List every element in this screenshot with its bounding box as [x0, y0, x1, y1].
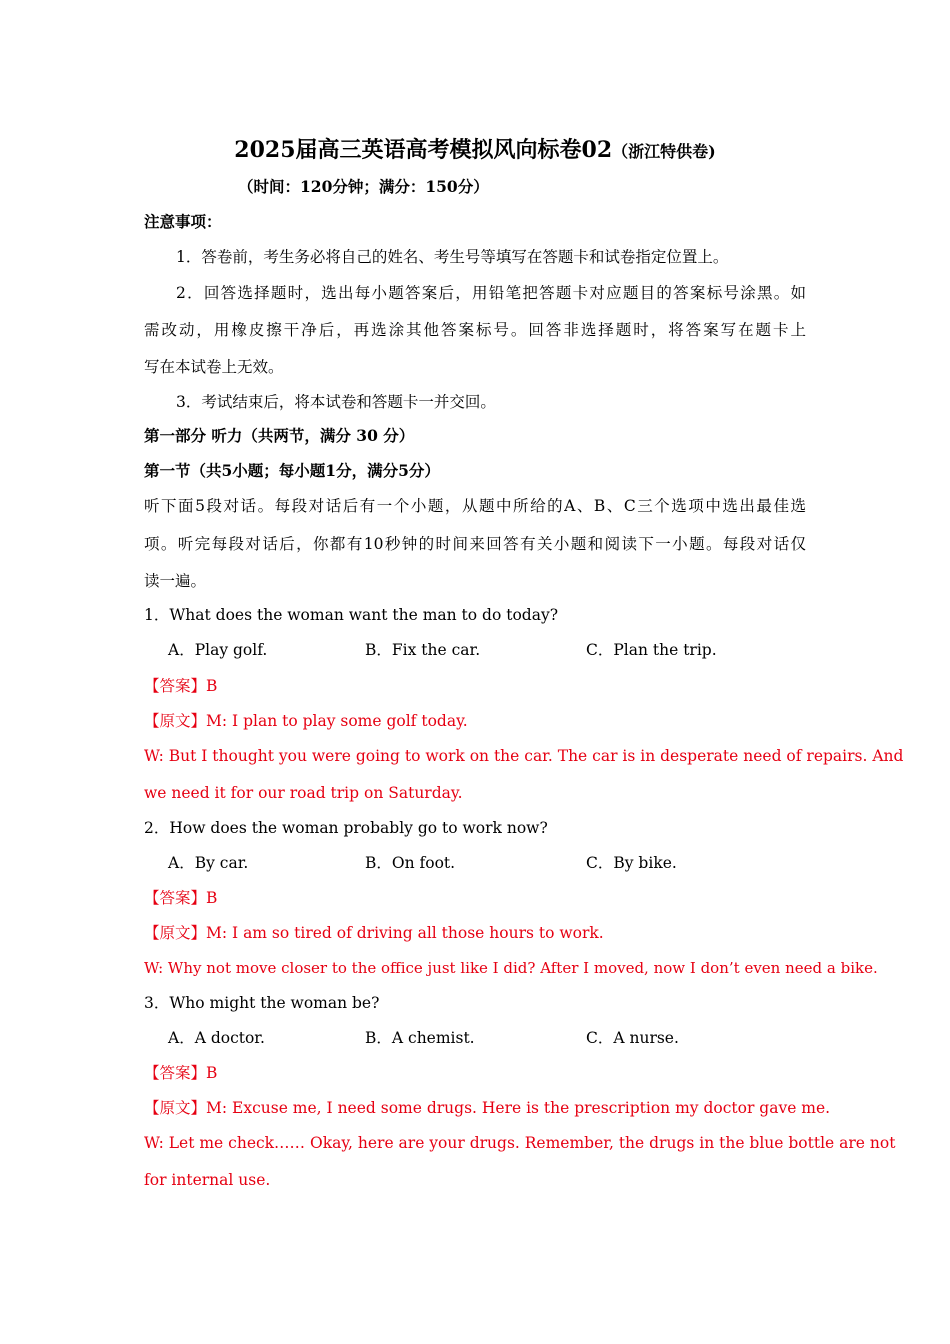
question-3-option-a: A．A doctor. — [168, 1029, 265, 1047]
question-2-transcript-line-2: W: Why not move closer to the office just like I did? After I moved, now I don’t even need a bike. — [144, 959, 878, 977]
section-heading: 第一节（共5小题；每小题1分，满分5分） — [144, 461, 440, 480]
question-2-transcript-line-1: 【原文】M: I am so tired of driving all those hours to work. — [144, 924, 604, 942]
question-3-stem: 3．Who might the woman be? — [144, 994, 380, 1012]
question-3-option-b: B．A chemist. — [365, 1029, 475, 1047]
question-2-option-c: C．By bike. — [586, 854, 677, 872]
instructions-line-1: 听下面5段对话。每段对话后有一个小题，从题中所给的A、B、C三个选项中选出最佳选 — [144, 497, 806, 515]
notice-heading: 注意事项： — [144, 212, 222, 231]
question-3-answer: 【答案】B — [144, 1064, 218, 1082]
part-heading: 第一部分 听力（共两节，满分 30 分） — [144, 426, 415, 445]
notice-item-2-line-1: 2．回答选择题时，选出每小题答案后，用铅笔把答题卡对应题目的答案标号涂黑。如 — [176, 284, 806, 302]
question-1-option-b: B．Fix the car. — [365, 641, 481, 659]
exam-title-main: 2025届高三英语高考模拟风向标卷02 — [234, 137, 613, 163]
time-note: （时间：120分钟；满分：150分） — [238, 177, 489, 196]
question-1-transcript-line-1: 【原文】M: I plan to play some golf today. — [144, 712, 468, 730]
question-1-stem: 1．What does the woman want the man to do today? — [144, 606, 559, 624]
question-3-transcript-line-2: W: Let me check…… Okay, here are your drugs. Remember, the drugs in the blue bottle are not — [144, 1134, 896, 1152]
question-2-answer: 【答案】B — [144, 889, 218, 907]
question-1-transcript-line-3: we need it for our road trip on Saturday. — [144, 784, 463, 802]
question-3-option-c: C．A nurse. — [586, 1029, 679, 1047]
notice-item-1: 1．答卷前，考生务必将自己的姓名、考生号等填写在答题卡和试卷指定位置上。 — [176, 248, 729, 266]
question-1-transcript-line-2: W: But I thought you were going to work on the car. The car is in desperate need of repairs. And — [144, 747, 904, 765]
question-2-stem: 2．How does the woman probably go to work now? — [144, 819, 548, 837]
question-3-transcript-line-3: for internal use. — [144, 1171, 271, 1189]
exam-page — [144, 0, 904, 1344]
question-1-option-a: A．Play golf. — [168, 641, 268, 659]
instructions-line-3: 读一遍。 — [144, 572, 207, 590]
question-2-option-b: B．On foot. — [365, 854, 456, 872]
question-1-answer: 【答案】B — [144, 677, 218, 695]
exam-title-sub: （浙江特供卷) — [612, 142, 716, 161]
instructions-line-2: 项。听完每段对话后，你都有10秒钟的时间来回答有关小题和阅读下一小题。每段对话仅 — [144, 535, 806, 553]
question-2-option-a: A．By car. — [168, 854, 249, 872]
notice-item-3: 3．考试结束后，将本试卷和答题卡一并交回。 — [176, 393, 496, 411]
notice-item-2-line-2: 需改动，用橡皮擦干净后，再选涂其他答案标号。回答非选择题时，将答案写在题卡上 — [144, 321, 806, 339]
question-3-transcript-line-1: 【原文】M: Excuse me, I need some drugs. Here is the prescription my doctor gave me. — [144, 1099, 831, 1117]
question-1-option-c: C．Plan the trip. — [586, 641, 717, 659]
exam-title — [144, 136, 806, 166]
notice-item-2-line-3: 写在本试卷上无效。 — [144, 358, 284, 376]
